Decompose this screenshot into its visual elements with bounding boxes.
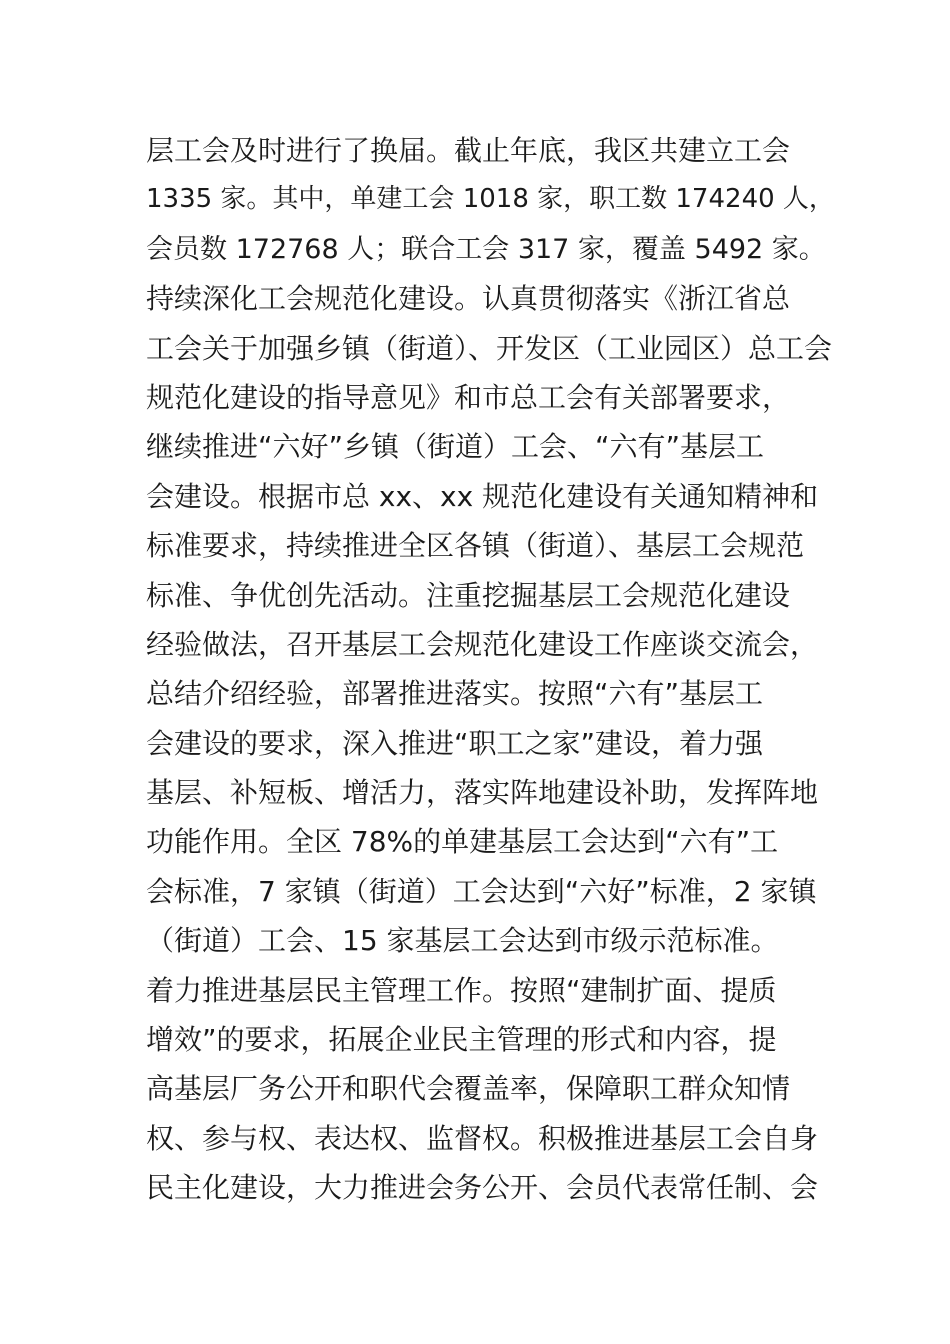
text-line: 继续推进“六好”乡镇（街道）工会、“六有”基层工 bbox=[146, 430, 765, 464]
text-line: 会标准，7 家镇（街道）工会达到“六好”标准，2 家镇 bbox=[146, 874, 817, 908]
text-line: 标准、争优创先活动。注重挖掘基层工会规范化建设 bbox=[146, 578, 791, 612]
text-line: 会建设。根据市总 xx、xx 规范化建设有关通知精神和 bbox=[146, 479, 819, 513]
text-line: 1335 家。其中，单建工会 1018 家，职工数 174240 人， bbox=[146, 184, 835, 215]
text-line: 基层、补短板、增活力，落实阵地建设补助，发挥阵地 bbox=[146, 776, 819, 810]
text-line: 高基层厂务公开和职代会覆盖率，保障职工群众知情 bbox=[146, 1072, 791, 1106]
text-line: （街道）工会、15 家基层工会达到市级示范标准。 bbox=[146, 924, 779, 958]
text-line: 民主化建设，大力推进会务公开、会员代表常任制、会 bbox=[146, 1171, 819, 1205]
text-line: 功能作用。全区 78%的单建基层工会达到“六有”工 bbox=[146, 825, 779, 859]
text-line: 经验做法，召开基层工会规范化建设工作座谈交流会， bbox=[146, 627, 819, 661]
text-line: 工会关于加强乡镇（街道）、开发区（工业园区）总工会 bbox=[146, 331, 833, 365]
text-line: 标准要求，持续推进全区各镇（街道）、基层工会规范 bbox=[146, 529, 805, 563]
text-line: 会员数 172768 人；联合工会 317 家，覆盖 5492 家。 bbox=[146, 233, 826, 265]
text-line: 权、参与权、表达权、监督权。积极推进基层工会自身 bbox=[146, 1121, 819, 1155]
text-line: 层工会及时进行了换届。截止年底，我区共建立工会 bbox=[146, 134, 791, 167]
text-line: 着力推进基层民主管理工作。按照“建制扩面、提质 bbox=[146, 973, 777, 1007]
text-line: 会建设的要求，深入推进“职工之家”建设，着力强 bbox=[146, 726, 764, 760]
text-line: 增效”的要求，拓展企业民主管理的形式和内容，提 bbox=[146, 1023, 777, 1057]
body-text bbox=[146, 126, 836, 1213]
text-line: 规范化建设的指导意见》和市总工会有关部署要求， bbox=[146, 380, 791, 414]
text-line: 持续深化工会规范化建设。认真贯彻落实《浙江省总 bbox=[146, 282, 791, 316]
text-line: 总结介绍经验，部署推进落实。按照“六有”基层工 bbox=[146, 677, 764, 711]
